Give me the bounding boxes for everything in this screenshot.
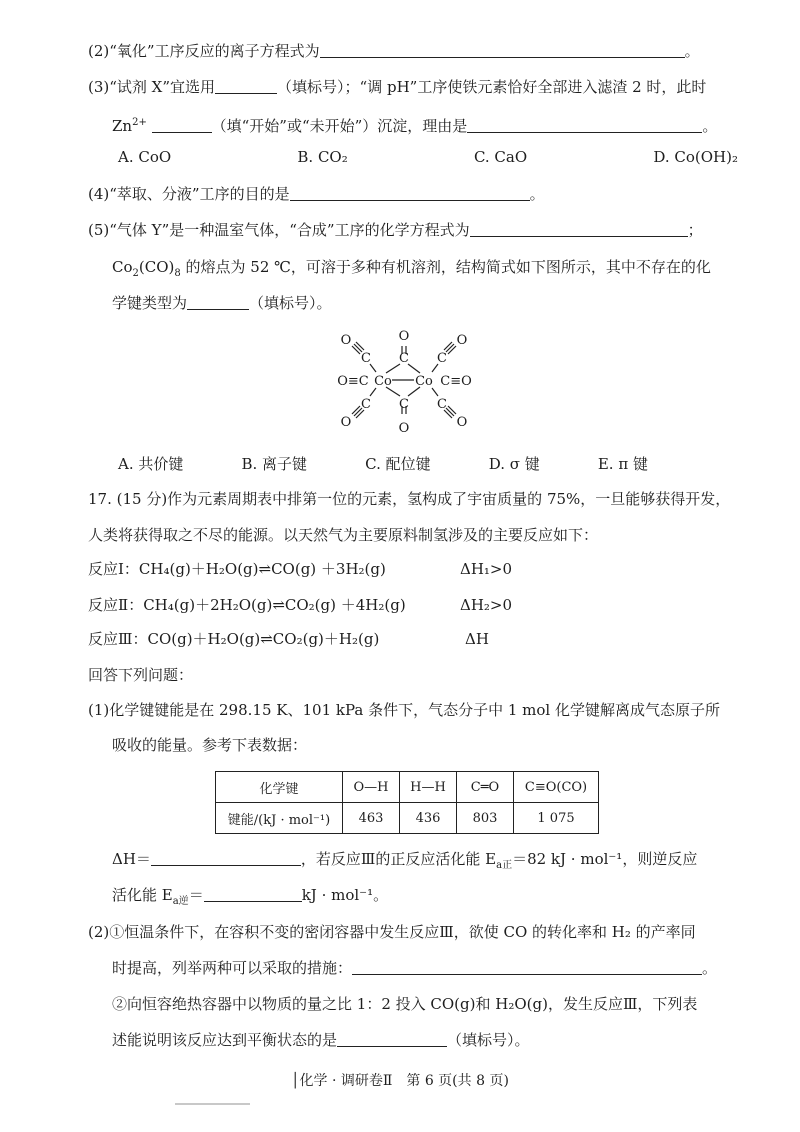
q17-p2-line3: ②向恒容绝热容器中以物质的量之比 1：2 投入 CO(g)和 H₂O(g)，发生反应Ⅲ，下列表 <box>112 995 698 1013</box>
triple-bond <box>448 406 456 414</box>
atom-co: Co <box>415 374 433 389</box>
table-header: 化学键 <box>216 772 343 803</box>
right-carbonyl: C≡O <box>440 374 472 389</box>
option-e: E. π 键 <box>597 455 648 473</box>
option-b: B. CO₂ <box>297 148 348 166</box>
option-a: A. CoO <box>118 148 172 166</box>
table-header: C≡O(CO) <box>514 772 599 803</box>
reaction-3-dh: ΔH <box>465 630 489 648</box>
atom-c: C <box>361 351 371 366</box>
page-footer: │化学 · 调研卷Ⅱ 第 6 页(共 8 页) <box>291 1073 509 1089</box>
atom-o: O <box>340 415 352 430</box>
co-c-bond <box>432 388 438 396</box>
table-header: C═O <box>457 772 514 803</box>
reaction-2-dh: ΔH₂>0 <box>460 596 513 614</box>
q5-line2: $Co_2(CO)_8$ 的熔点为 52 ℃，可溶于多种有机溶剂，结构简式如下图所示，其中不存在的化 <box>112 258 711 279</box>
table-cell: 1 075 <box>514 803 599 834</box>
q17-p2-line1: (2)①恒温条件下，在容积不变的密闭容器中发生反应Ⅲ，欲使 CO 的转化率和 H₂ 的产率同 <box>88 923 696 941</box>
table-row <box>216 803 599 834</box>
atom-c: C <box>437 397 447 412</box>
atom-o: O <box>456 415 468 430</box>
q3-line1: (3)“试剂 X”宜选用 （填标号）；“调 pH”工序使铁元素恰好全部进入滤渣 2 时，此时 <box>88 78 707 96</box>
atom-c: C <box>399 397 409 412</box>
q17-p2-line4: 述能说明该反应达到平衡状态的是 （填标号）。 <box>112 1031 530 1049</box>
option-c: C. 配位键 <box>365 455 431 473</box>
left-carbonyl: O≡C <box>337 374 369 389</box>
atom-c: C <box>437 351 447 366</box>
reaction-1-dh: ΔH₁>0 <box>460 560 513 578</box>
prompt: 回答下列问题： <box>88 666 194 684</box>
reaction-1: 反应Ⅰ：CH₄(g)＋H₂O(g)⇌CO(g) ＋3H₂(g) <box>88 560 386 578</box>
option-d: D. Co(OH)₂ <box>653 148 738 166</box>
triple-bond <box>352 346 360 354</box>
table-header: H—H <box>400 772 457 803</box>
table-cell: 803 <box>457 803 514 834</box>
triple-bond <box>352 406 360 414</box>
triple-bond <box>448 346 456 354</box>
q17-ea-line: 活化能 $E_{a逆}=$ kJ · mol⁻¹。 <box>112 886 389 907</box>
atom-o: O <box>456 333 468 348</box>
option-c: C. CaO <box>473 148 528 166</box>
atom-co: Co <box>374 374 392 389</box>
answer-blank[interactable] <box>337 1030 447 1047</box>
q5-line1: (5)“气体 Y”是一种温室气体，“合成”工序的化学方程式为 ； <box>88 221 703 239</box>
q17-intro-1: 17. (15 分)作为元素周期表中排第一位的元素，氢构成了宇宙质量的 75%，一旦能够获得开发， <box>88 490 731 508</box>
q5-line3: 学键类型为 （填标号）。 <box>112 294 332 312</box>
triple-bond <box>446 408 454 416</box>
table-header-row <box>216 772 599 803</box>
atom-o: O <box>340 333 352 348</box>
triple-bond <box>444 342 452 350</box>
q17-dh-line: ΔH＝ ，若反应Ⅲ的正反应活化能 $E_{a正}=82$ kJ · mol⁻¹，则逆反应 <box>112 850 698 871</box>
q3-line2: $Zn^{2+}$ （填“开始”或“未开始”）沉淀，理由是 。 <box>112 117 718 135</box>
table-cell: 436 <box>400 803 457 834</box>
atom-c: C <box>399 351 409 366</box>
table-cell: 463 <box>343 803 400 834</box>
option-d: D. σ 键 <box>488 455 540 473</box>
option-b: B. 离子键 <box>241 455 308 473</box>
q17-p2-line2: 时提高，列举两种可以采取的措施： 。 <box>112 959 718 977</box>
table-row-label: 键能/(kJ · mol⁻¹) <box>216 803 343 834</box>
q5-options <box>118 453 648 474</box>
reaction-3: 反应Ⅲ：CO(g)＋H₂O(g)⇌CO₂(g)＋H₂(g) <box>88 630 380 648</box>
atom-c: C <box>361 397 371 412</box>
triple-bond <box>446 344 454 352</box>
bridge-bond <box>408 364 420 373</box>
answer-blank[interactable] <box>204 885 302 902</box>
q4-line: (4)“萃取、分液”工序的目的是 。 <box>88 185 545 203</box>
triple-bond <box>356 342 364 350</box>
answer-blank[interactable] <box>151 849 301 866</box>
atom-o: O <box>398 421 410 436</box>
q17-intro-2: 人类将获得取之不尽的能源。以天然气为主要原料制氢涉及的主要反应如下： <box>88 526 599 544</box>
q17-p1-line2: 吸收的能量。参考下表数据： <box>112 736 308 754</box>
q17-p1-line1: (1)化学键键能是在 298.15 K、101 kPa 条件下，气态分子中 1 mol 化学键解离成气态原子所 <box>88 701 720 719</box>
scan-smudge <box>175 1103 250 1105</box>
table-header: O—H <box>343 772 400 803</box>
bond-energy-table <box>215 771 599 834</box>
q2-line: (2)“氧化”工序反应的离子方程式为 。 <box>88 42 700 60</box>
reaction-2: 反应Ⅱ：CH₄(g)＋2H₂O(g)⇌CO₂(g) ＋4H₂(g) <box>88 596 406 614</box>
co-c-bond <box>370 388 376 396</box>
bridge-bond <box>386 364 400 373</box>
answer-blank[interactable] <box>352 958 702 975</box>
option-a: A. 共价键 <box>118 455 184 473</box>
atom-o: O <box>398 329 410 344</box>
